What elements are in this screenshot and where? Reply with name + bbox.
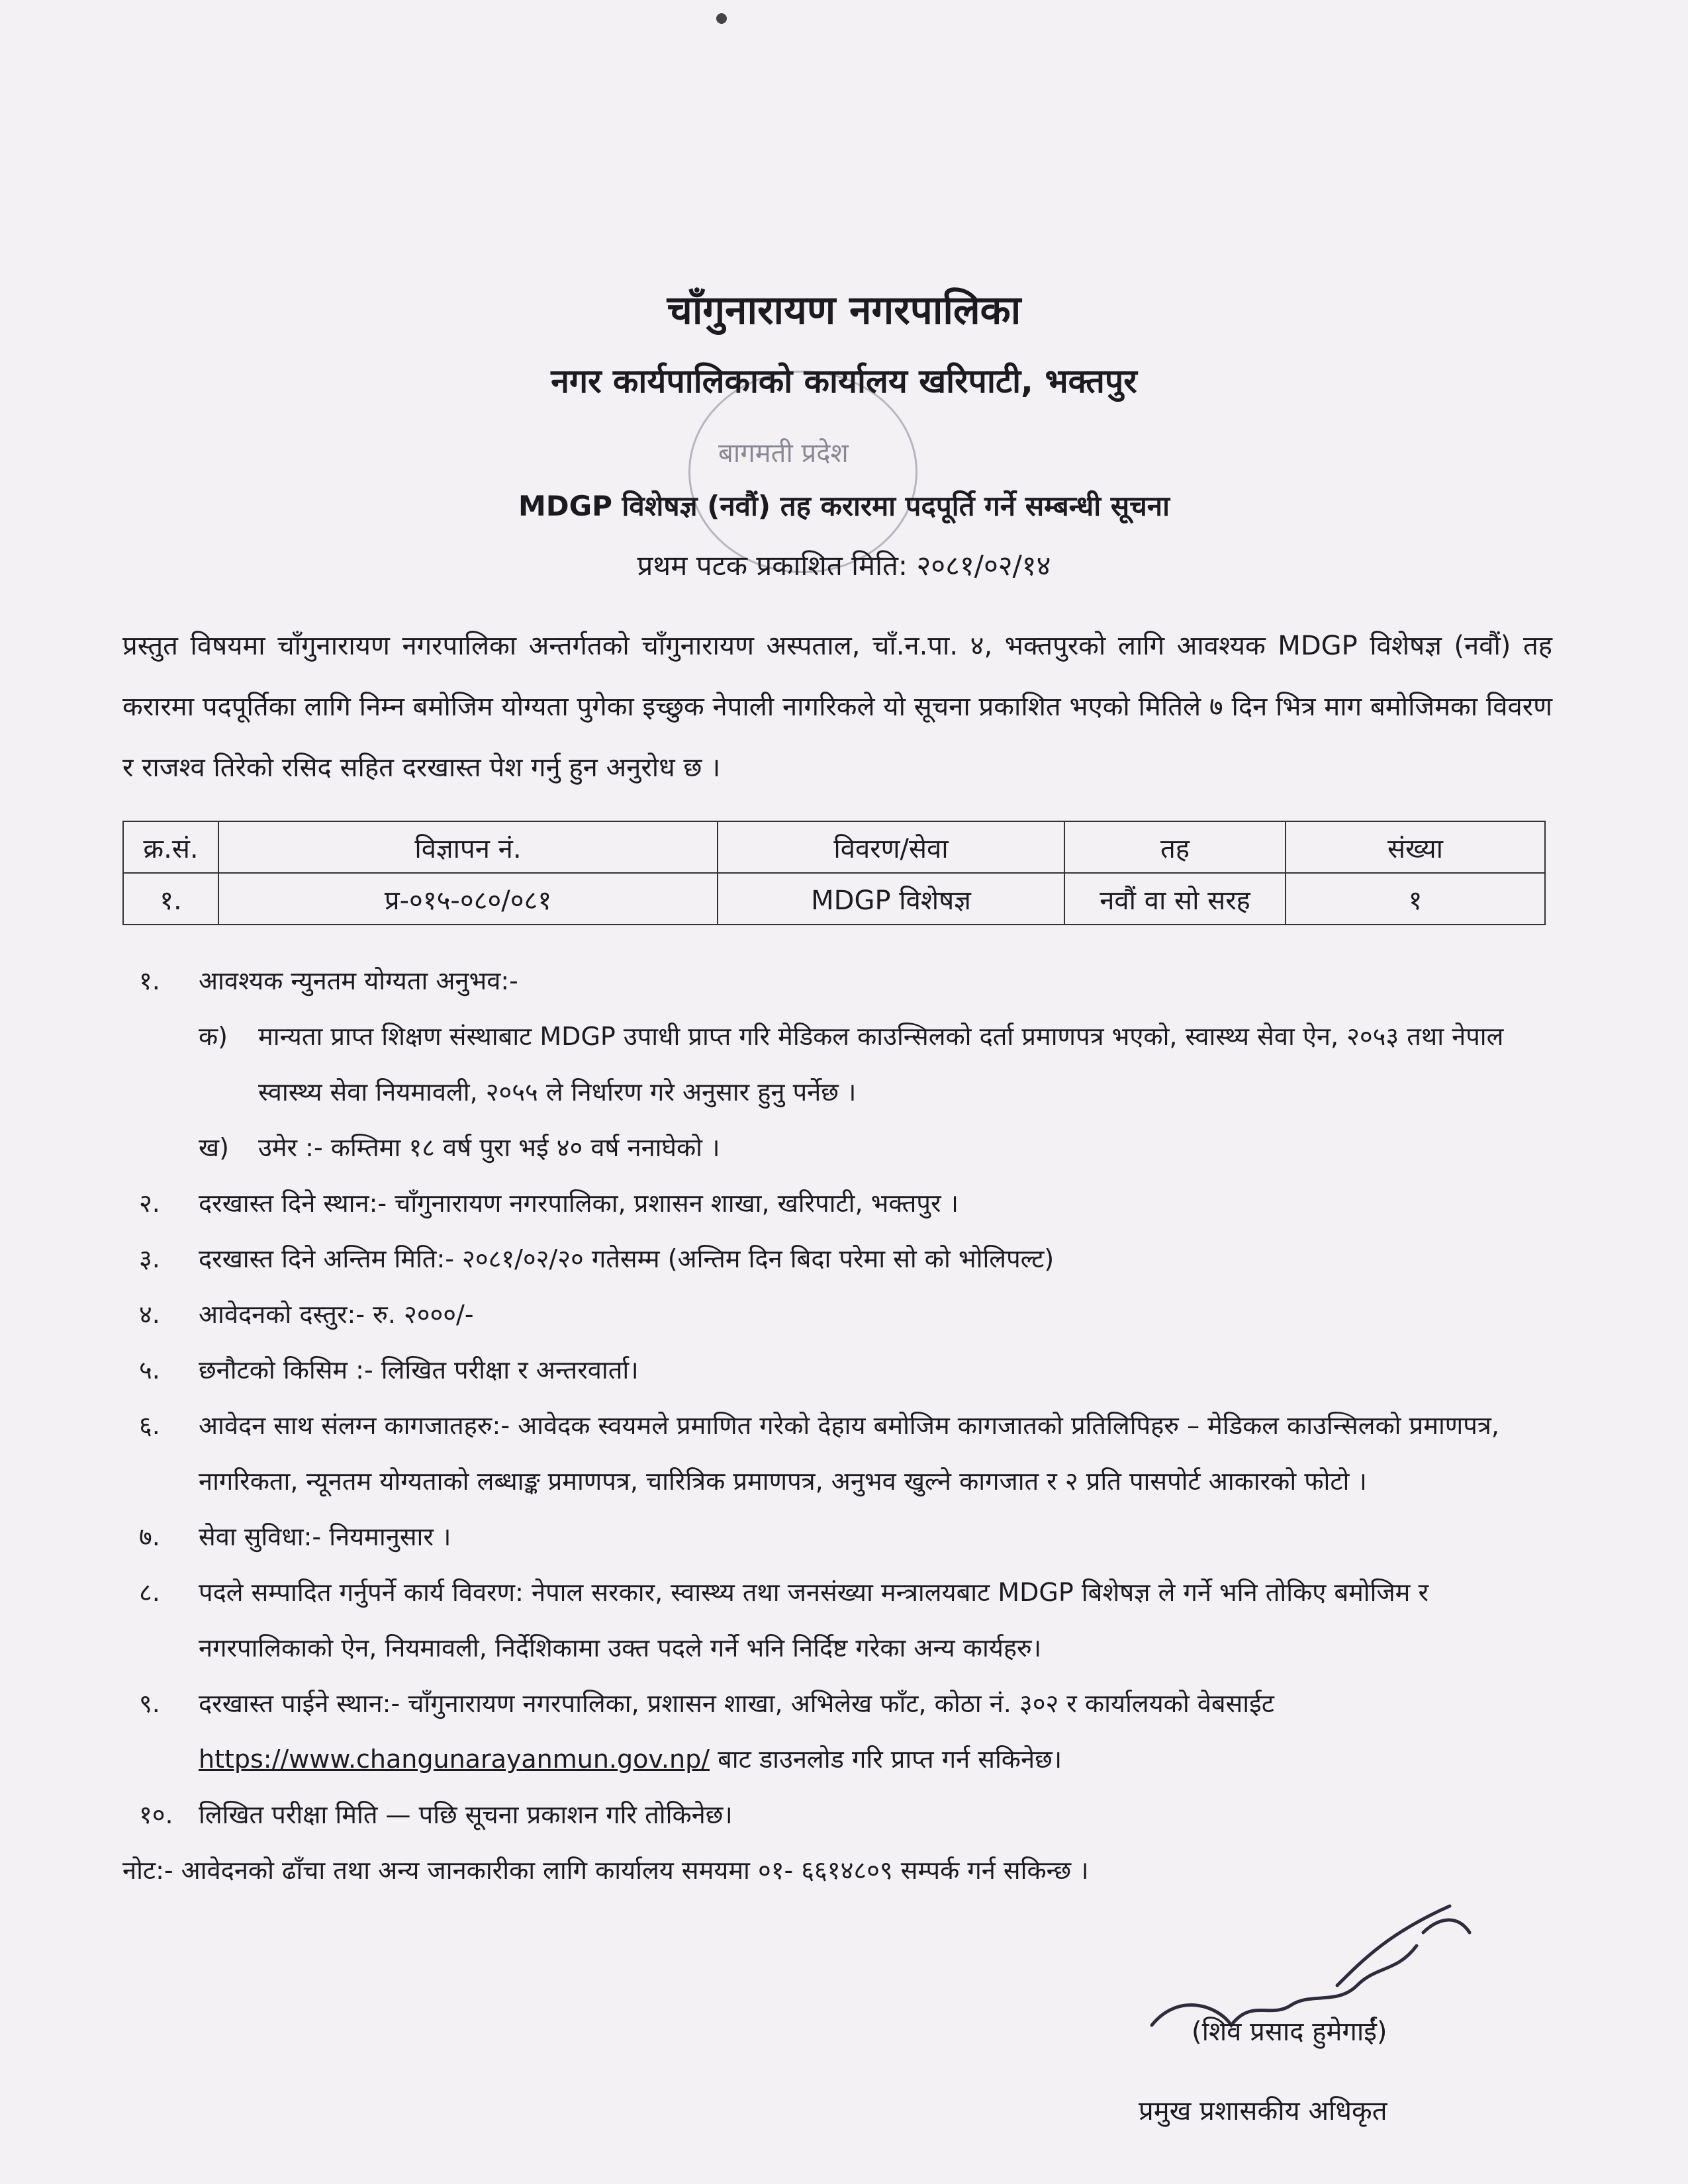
item-text [199, 1676, 1549, 1787]
col-service: विवरण/सेवा [718, 821, 1064, 873]
item-number: २. [139, 1189, 160, 1218]
item-number: ४. [139, 1300, 160, 1329]
signatory-title: प्रमुख प्रशासकीय अधिकृत [1139, 2096, 1387, 2126]
cell-level: नवौं वा सो सरह [1064, 873, 1286, 925]
requirements-list [122, 953, 1549, 1898]
list-item [139, 1175, 1549, 1231]
item-number: ३. [139, 1244, 160, 1273]
item-number: ६. [139, 1411, 160, 1440]
item-text-after: बाट डाउनलोड गरि प्राप्त गर्न सकिनेछ। [710, 1745, 1062, 1774]
item-text-before: दरखास्त पाईने स्थान:- चाँगुनारायण नगरपालिका, प्रशासन शाखा, अभिलेख फाँट, कोठा नं. ३०२ र कार्यालयको वेबसाईट [199, 1689, 1274, 1718]
list-item [139, 1509, 1549, 1565]
seal-province-text: बागमती प्रदेश [718, 438, 849, 469]
item-text: लिखित परीक्षा मिति — पछि सूचना प्रकाशन गरि तोकिनेछ। [199, 1800, 733, 1829]
list-item [139, 1287, 1549, 1342]
sub-item-number: ख) [199, 1133, 229, 1162]
list-item [139, 1565, 1549, 1676]
sub-item-text: मान्यता प्राप्त शिक्षण संस्थाबाट MDGP उपाधी प्राप्त गरि मेडिकल काउन्सिलको दर्ता प्रमाणपत्र भएको, स्वास्थ्य सेवा ऐन, २०५३ तथा नेपाल स्वास्थ्य सेवा नियमावली, २०५५ ले निर्धारण गरे अनुसार हुनु पर्नेछ । [258, 1022, 1504, 1107]
sub-item-number: क) [199, 1022, 228, 1051]
cell-count: १ [1286, 873, 1545, 925]
table-row [123, 873, 1545, 925]
item-text: आवेदन साथ संलग्न कागजातहरु:- आवेदक स्वयमले प्रमाणित गरेको देहाय बमोजिम कागजातको प्रतिलिपिहरु – मेडिकल काउन्सिलको प्रमाणपत्र, नागरिकता, न्यूनतम योग्यताको लब्धाङ्क प्रमाणपत्र, चारित्रिक प्रमाणपत्र, अनुभव खुल्ने कागजात र २ प्रति पासपोर्ट आकारको फोटो । [199, 1411, 1499, 1496]
notice-subject: MDGP विशेषज्ञ (नवौं) तह करारमा पदपूर्ति गर्ने सम्बन्धी सूचना [518, 490, 1170, 522]
publish-date: प्रथम पटक प्रकाशित मिति: २०८१/०२/१४ [637, 549, 1051, 582]
vacancy-table [122, 821, 1546, 925]
contact-note: नोट:- आवेदनको ढाँचा तथा अन्य जानकारीका लागि कार्यालय समयमा ०१- ६६१४८०९ सम्पर्क गर्न सकिन्छ । [122, 1856, 1089, 1885]
col-ad-no: विज्ञापन नं. [218, 821, 718, 873]
office-name: नगर कार्यपालिकाको कार्यालय खरिपाटी, भक्तपुर [551, 362, 1137, 400]
item-number: ८. [139, 1578, 160, 1607]
item-number: १. [139, 966, 160, 995]
item-text: सेवा सुविधा:- नियमानुसार । [199, 1522, 451, 1551]
item-text: आवश्यक न्युनतम योग्यता अनुभव:- [199, 966, 518, 995]
table-header-row [123, 821, 1545, 873]
col-count: संख्या [1286, 821, 1545, 873]
item-number: ५. [139, 1355, 160, 1385]
list-item [139, 1676, 1549, 1787]
item-number: ९. [139, 1689, 160, 1718]
col-sn: क्र.सं. [123, 821, 218, 873]
col-level: तह [1064, 821, 1286, 873]
speck [716, 13, 727, 24]
list-item [139, 1342, 1549, 1398]
cell-sn: १. [123, 873, 218, 925]
sub-item [199, 1009, 1549, 1120]
sub-item-text: उमेर :- कम्तिमा १८ वर्ष पुरा भई ४० वर्ष ननाघेको । [258, 1133, 720, 1162]
list-item [139, 1398, 1549, 1509]
item-text: छनौटको किसिम :- लिखित परीक्षा र अन्तरवार्ता। [199, 1355, 639, 1385]
list-item [139, 1787, 1549, 1843]
website-link[interactable]: https://www.changunarayanmun.gov.np/ [199, 1745, 710, 1774]
cell-ad-no: प्र-०१५-०८०/०८१ [218, 873, 718, 925]
item-text: दरखास्त दिने अन्तिम मिति:- २०८१/०२/२० गतेसम्म (अन्तिम दिन बिदा परेमा सो को भोलिपल्ट) [199, 1244, 1055, 1273]
intro-paragraph: प्रस्तुत विषयमा चाँगुनारायण नगरपालिका अन्तर्गतको चाँगुनारायण अस्पताल, चाँ.न.पा. ४, भक्तपुरको लागि आवश्यक MDGP विशेषज्ञ (नवौं) तह करारमा पदपूर्तिका लागि निम्न बमोजिम योग्यता पुगेका इच्छुक नेपाली नागरिकले यो सूचना प्रकाशित भएको मितिले ७ दिन भित्र माग बमोजिमका विवरण र राजश्व तिरेको रसिद सहित दरखास्त पेश गर्नु हुन अनुरोध छ । [122, 631, 1552, 783]
item-number: १०. [139, 1800, 173, 1829]
item-text: दरखास्त दिने स्थान:- चाँगुनारायण नगरपालिका, प्रशासन शाखा, खरिपाटी, भक्तपुर । [199, 1189, 959, 1218]
item-text: आवेदनको दस्तुर:- रु. २०००/- [199, 1300, 474, 1329]
sub-item [199, 1120, 1549, 1175]
cell-service: MDGP विशेषज्ञ [718, 873, 1064, 925]
municipality-name: चाँगुनारायण नगरपालिका [667, 287, 1021, 334]
item-number: ७. [139, 1522, 160, 1551]
list-item [139, 1231, 1549, 1287]
list-item [139, 953, 1549, 1009]
signatory-name: (शिव प्रसाद हुमेगाईं) [1192, 2017, 1387, 2047]
item-text: पदले सम्पादित गर्नुपर्ने कार्य विवरण: नेपाल सरकार, स्वास्थ्य तथा जनसंख्या मन्त्रालयबाट MDGP बिशेषज्ञ ले गर्ने भनि तोकिए बमोजिम र नगरपालिकाको ऐन, नियमावली, निर्देशिकामा उक्त पदले गर्ने भनि निर्दिष्ट गरेका अन्य कार्यहरु। [199, 1578, 1429, 1662]
